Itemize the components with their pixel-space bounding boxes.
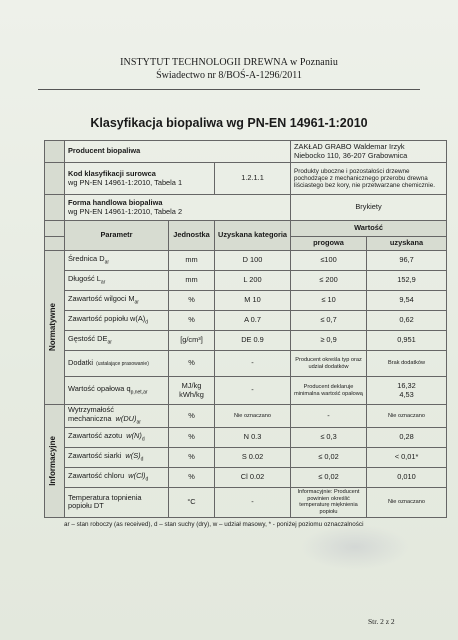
param-name: Zawartość popiołu w(A) <box>68 313 146 323</box>
category-cell: Cl 0.02 <box>215 467 291 487</box>
category-cell: M 10 <box>215 291 291 311</box>
table-row <box>45 467 447 487</box>
threshold-cell: ≤ 10 <box>291 291 367 311</box>
param-name: Średnica D <box>68 253 105 263</box>
table-row <box>45 291 447 311</box>
unit-cell: % <box>169 351 215 377</box>
param-cell <box>65 331 169 351</box>
unit-cell: % <box>169 467 215 487</box>
param-cell <box>65 377 169 405</box>
col-value-group: Wartość <box>291 221 447 237</box>
trade-form-value: Brykiety <box>291 195 447 221</box>
category-cell: - <box>215 351 291 377</box>
param-subscript: d <box>145 476 149 483</box>
trade-form-label: Forma handlowa biopaliwa <box>68 197 163 207</box>
institute-name: INSTYTUT TECHNOLOGII DREWNA w Poznaniu <box>120 57 338 68</box>
param-formula: w(N) <box>126 430 142 440</box>
obtained-cell: 0,951 <box>367 331 447 351</box>
unit-cell: % <box>169 291 215 311</box>
param-formula: w(S) <box>125 450 141 460</box>
unit-cell: % <box>169 405 215 428</box>
col-obtained: uzyskana <box>367 237 447 251</box>
obtained-cell: 9,54 <box>367 291 447 311</box>
unit-cell <box>169 377 215 405</box>
unit-cell: % <box>169 427 215 447</box>
threshold-cell: - <box>291 405 367 428</box>
table-row <box>45 447 447 467</box>
param-cell <box>65 251 169 271</box>
table-row <box>45 351 447 377</box>
table-row <box>45 427 447 447</box>
obtained-cell: 0,010 <box>367 467 447 487</box>
obtained-cell-line2: 4,53 <box>399 389 414 399</box>
param-note: (ustalające prasowanie) <box>96 361 149 368</box>
unit-cell: [g/cm³] <box>169 331 215 351</box>
param-name: Zawartość siarki <box>68 450 122 460</box>
category-cell: L 200 <box>215 271 291 291</box>
threshold-cell: Producent deklaruje minimalna wartość opałową <box>291 377 367 405</box>
table-row <box>45 331 447 351</box>
category-cell: Nie oznaczano <box>215 405 291 428</box>
certificate-number: Świadectwo nr 8/BOŚ-A-1296/2011 <box>156 70 302 81</box>
threshold-cell: ≤100 <box>291 251 367 271</box>
param-cell <box>65 351 169 377</box>
param-cell <box>65 427 169 447</box>
group-informative <box>45 405 65 518</box>
obtained-cell: Nie oznaczano <box>367 405 447 428</box>
param-cell <box>65 487 169 517</box>
param-cell <box>65 467 169 487</box>
col-param: Parametr <box>65 221 169 251</box>
obtained-cell <box>367 377 447 405</box>
trade-form-label-cell <box>65 195 291 221</box>
category-cell: S 0.02 <box>215 447 291 467</box>
param-name: Zawartość chloru <box>68 470 125 480</box>
col-unit: Jednostka <box>169 221 215 251</box>
stamp-mark <box>300 524 410 570</box>
threshold-cell: ≥ 0,9 <box>291 331 367 351</box>
unit-cell: °C <box>169 487 215 517</box>
category-cell: - <box>215 377 291 405</box>
param-name: Długość L <box>68 273 101 283</box>
raw-material-description: Produkty uboczne i pozostałości drzewne pochodzące z mechanicznego przerobu drewna liściastego bez kory, nie przetwarzane chemicznie. <box>291 163 447 195</box>
classification-table <box>44 140 447 518</box>
param-subscript: ar <box>134 299 139 306</box>
obtained-cell: Nie oznaczano <box>367 487 447 517</box>
page-number: Str. 2 z 2 <box>368 617 395 626</box>
producer-value <box>291 141 447 163</box>
table-row <box>45 311 447 331</box>
obtained-cell: 152,9 <box>367 271 447 291</box>
table-row <box>45 487 447 517</box>
param-name: Wytrzymałość mechaniczna <box>68 405 114 423</box>
threshold-cell: ≤ 0,02 <box>291 467 367 487</box>
param-cell <box>65 405 169 428</box>
param-subscript: d <box>140 456 144 463</box>
param-subscript: ar <box>104 259 110 266</box>
raw-material-code: 1.2.1.1 <box>215 163 291 195</box>
param-name: Wartość opałowa q <box>68 383 131 393</box>
col-category: Uzyskana kategoria <box>215 221 291 251</box>
param-cell <box>65 447 169 467</box>
unit-cell: % <box>169 447 215 467</box>
param-name: Gęstość DE <box>68 333 108 343</box>
category-cell: DE 0.9 <box>215 331 291 351</box>
category-cell: D 100 <box>215 251 291 271</box>
threshold-cell: Producent określa typ oraz udział dodatków <box>291 351 367 377</box>
param-name: Zawartość azotu <box>68 430 123 440</box>
unit-cell: mm <box>169 271 215 291</box>
unit-cell: % <box>169 311 215 331</box>
param-subscript: d <box>141 436 145 443</box>
obtained-cell: 96,7 <box>367 251 447 271</box>
table-row <box>45 405 447 428</box>
param-name: Temperatura topnienia popiołu DT <box>68 492 142 511</box>
unit-cell: mm <box>169 251 215 271</box>
footnote: ar – stan roboczy (as received), d – stan suchy (dry), w – udział masowy, * - poniżej poziomu oznaczalności <box>64 521 364 528</box>
param-subscript: ar <box>136 418 141 425</box>
group-informative-label: Informacyjne <box>48 435 57 486</box>
table-row <box>45 251 447 271</box>
producer-label: Producent biopaliwa <box>65 141 291 163</box>
param-name: Zawartość wilgoci M <box>68 293 135 303</box>
param-formula: w(DU) <box>115 413 137 423</box>
producer-name: ZAKŁAD GRABO Waldemar Irzyk <box>294 141 405 151</box>
page-title: Klasyfikacja biopaliwa wg PN-EN 14961-1:2010 <box>90 116 368 130</box>
unit-cell-line1: MJ/kg <box>181 380 202 390</box>
table-row <box>45 271 447 291</box>
obtained-cell: 0,28 <box>367 427 447 447</box>
threshold-cell: ≤ 200 <box>291 271 367 291</box>
obtained-cell: < 0,01* <box>367 447 447 467</box>
raw-material-label: Kod klasyfikacji surowca <box>68 168 156 178</box>
threshold-cell: ≤ 0,7 <box>291 311 367 331</box>
category-cell: - <box>215 487 291 517</box>
obtained-cell-line1: 16,32 <box>397 380 416 390</box>
group-normative-label: Normatywne <box>48 303 57 352</box>
table-row <box>45 377 447 405</box>
param-cell <box>65 271 169 291</box>
producer-address: Niebocko 110, 36-207 Grabownica <box>294 150 408 160</box>
param-subscript: d <box>145 319 149 326</box>
param-subscript: ar <box>107 339 112 346</box>
obtained-cell: Brak dodatków <box>367 351 447 377</box>
obtained-cell: 0,62 <box>367 311 447 331</box>
param-cell <box>65 291 169 311</box>
param-subscript: p,net,ar <box>130 389 148 396</box>
header-divider <box>38 89 420 90</box>
threshold-cell: ≤ 0,3 <box>291 427 367 447</box>
param-subscript: ar <box>100 279 106 286</box>
raw-material-label-cell <box>65 163 215 195</box>
category-cell: N 0.3 <box>215 427 291 447</box>
threshold-cell: Informacyjnie: Producent powinien określić temperaturę mięknienia popiołu <box>291 487 367 517</box>
group-normative <box>45 251 65 405</box>
col-threshold: progowa <box>291 237 367 251</box>
category-cell: A 0.7 <box>215 311 291 331</box>
param-formula: w(Cl) <box>128 470 146 480</box>
unit-cell-line2: kWh/kg <box>179 389 204 399</box>
param-cell <box>65 311 169 331</box>
param-name: Dodatki <box>68 358 94 368</box>
threshold-cell: ≤ 0,02 <box>291 447 367 467</box>
raw-material-sublabel: wg PN-EN 14961-1:2010, Tabela 1 <box>68 177 183 187</box>
trade-form-sublabel: wg PN-EN 14961-1:2010, Tabela 2 <box>68 206 183 216</box>
